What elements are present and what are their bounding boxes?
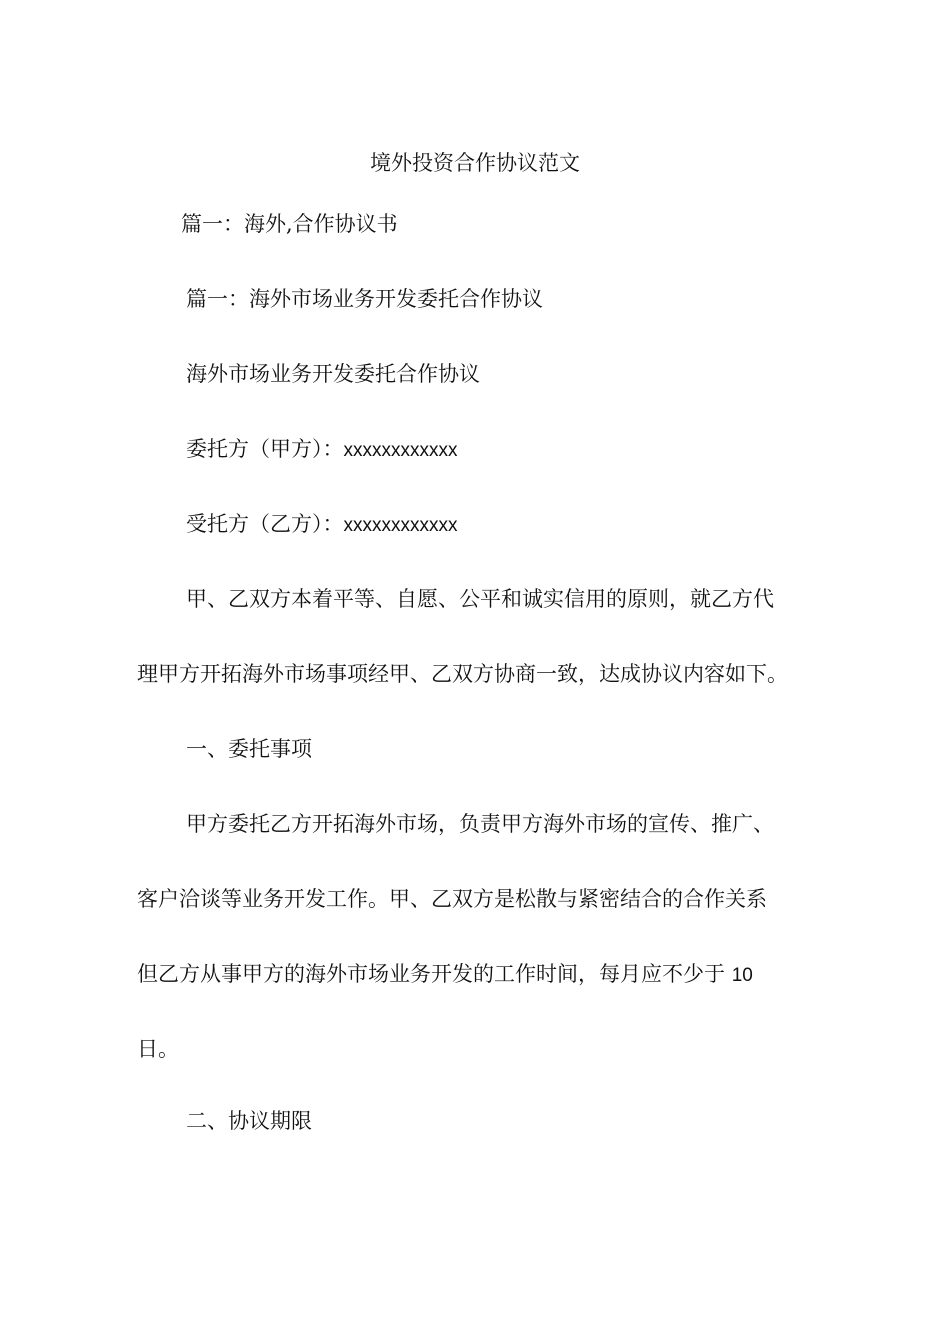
party-b-line <box>186 509 458 541</box>
paragraph-2-line-3-number: 10 <box>731 965 753 986</box>
paragraph-2-line-1: 甲方委托乙方开拓海外市场，负责甲方海外市场的宣传、推广、 <box>186 812 774 836</box>
paragraph-1-line-2: 理甲方开拓海外市场事项经甲、乙双方协商一致，达成协议内容如下。 <box>137 662 788 686</box>
heading-2: 篇一：海外市场业务开发委托合作协议 <box>186 287 543 311</box>
paragraph-2-line-4: 日。 <box>137 1037 179 1061</box>
paragraph-2-line-2: 客户洽谈等业务开发工作。甲、乙双方是松散与紧密结合的合作关系 <box>137 887 767 911</box>
party-b-value: xxxxxxxxxxxx <box>343 515 458 536</box>
party-a-label: 委托方（甲方）： <box>186 437 344 461</box>
party-a-line <box>186 434 458 466</box>
heading-1: 篇一：海外,合作协议书 <box>181 212 398 236</box>
paragraph-2-line-3-text: 但乙方从事甲方的海外市场业务开发的工作时间，每月应不少于 <box>137 962 725 986</box>
party-a-value: xxxxxxxxxxxx <box>343 440 458 461</box>
section-2-heading: 二、协议期限 <box>186 1109 312 1133</box>
agreement-title: 海外市场业务开发委托合作协议 <box>186 362 480 386</box>
document-title: 境外投资合作协议范文 <box>370 151 580 175</box>
paragraph-2-line-3 <box>137 959 753 991</box>
paragraph-1-line-1: 甲、乙双方本着平等、自愿、公平和诚实信用的原则，就乙方代 <box>186 587 774 611</box>
party-b-label: 受托方（乙方）： <box>186 512 344 536</box>
section-1-heading: 一、委托事项 <box>186 737 312 761</box>
